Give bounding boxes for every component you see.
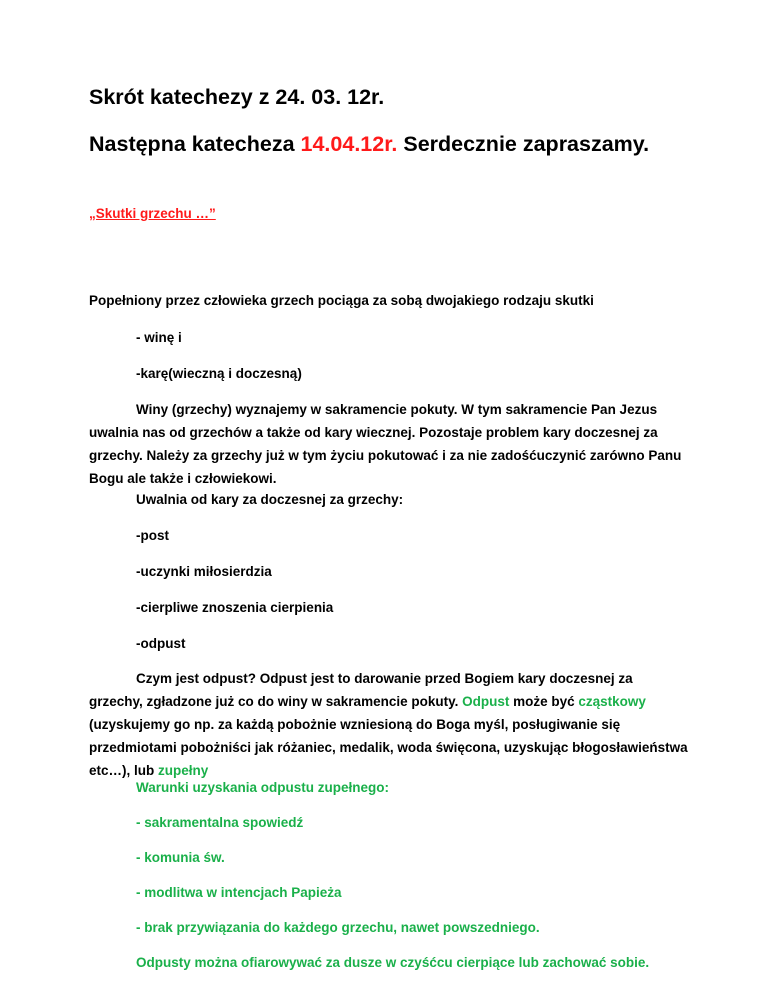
paragraph-penance xyxy=(89,398,689,490)
intro-text: Popełniony przez człowieka grzech pociąga za sobą dwojakiego rodzaju skutki xyxy=(89,293,594,308)
effect-item: -karę(wieczną i doczesną) xyxy=(136,366,302,381)
condition-item: - komunia św. xyxy=(136,850,225,865)
topic-title: „Skutki grzechu …” xyxy=(89,206,216,221)
next-session-date: 14.04.12r. xyxy=(300,132,398,156)
indulgence-text-a: Czym jest odpust? Odpust jest to darowanie przed Bogiem kary doczesnej za grzechy, zgładzone już co do winy w sakramencie pokuty. xyxy=(89,671,633,709)
closing-note: Odpusty można ofiarowywać za dusze w czyśćcu cierpiące lub zachować sobie. xyxy=(136,955,650,970)
frees-item: -odpust xyxy=(136,636,186,651)
page-title: Skrót katechezy z 24. 03. 12r. xyxy=(89,85,385,109)
next-session-heading xyxy=(89,132,649,157)
frees-title: Uwalnia od kary za doczesnej za grzechy: xyxy=(136,492,404,507)
plenary-word: zupełny xyxy=(158,763,209,778)
frees-item: -uczynki miłosierdzia xyxy=(136,564,272,579)
frees-item: -post xyxy=(136,528,169,543)
conditions-title: Warunki uzyskania odpustu zupełnego: xyxy=(136,780,390,795)
next-session-prefix: Następna katecheza xyxy=(89,132,301,156)
indulgence-word: Odpust xyxy=(462,694,510,709)
paragraph-indulgence xyxy=(89,667,689,782)
condition-item: - modlitwa w intencjach Papieża xyxy=(136,885,342,900)
effect-item: - winę i xyxy=(136,330,182,345)
indulgence-text-e: (uzyskujemy go np. za każdą pobożnie wzniesioną do Boga myśl, posługiwanie się przedmiotami pobożniści jak różaniec, medalik, woda święcona, uzyskując błogosławieństwa etc…), lub xyxy=(89,717,688,778)
frees-item: -cierpliwe znoszenia cierpienia xyxy=(136,600,334,615)
paragraph-penance-text: Winy (grzechy) wyznajemy w sakramencie pokuty. W tym sakramencie Pan Jezus uwalnia nas od grzechów a także od kary wiecznej. Pozostaje problem kary doczesnej za grzechy. Należy za grzechy już w tym życiu pokutować i za nie zadośćuczynić zarówno Panu Bogu ale także i człowiekowi. xyxy=(89,402,682,486)
condition-item: - brak przywiązania do każdego grzechu, nawet powszedniego. xyxy=(136,920,540,935)
condition-item: - sakramentalna spowiedź xyxy=(136,815,304,830)
indulgence-text-c: może być xyxy=(509,694,579,709)
next-session-suffix: Serdecznie zapraszamy. xyxy=(397,132,650,156)
partial-word: cząstkowy xyxy=(578,694,646,709)
